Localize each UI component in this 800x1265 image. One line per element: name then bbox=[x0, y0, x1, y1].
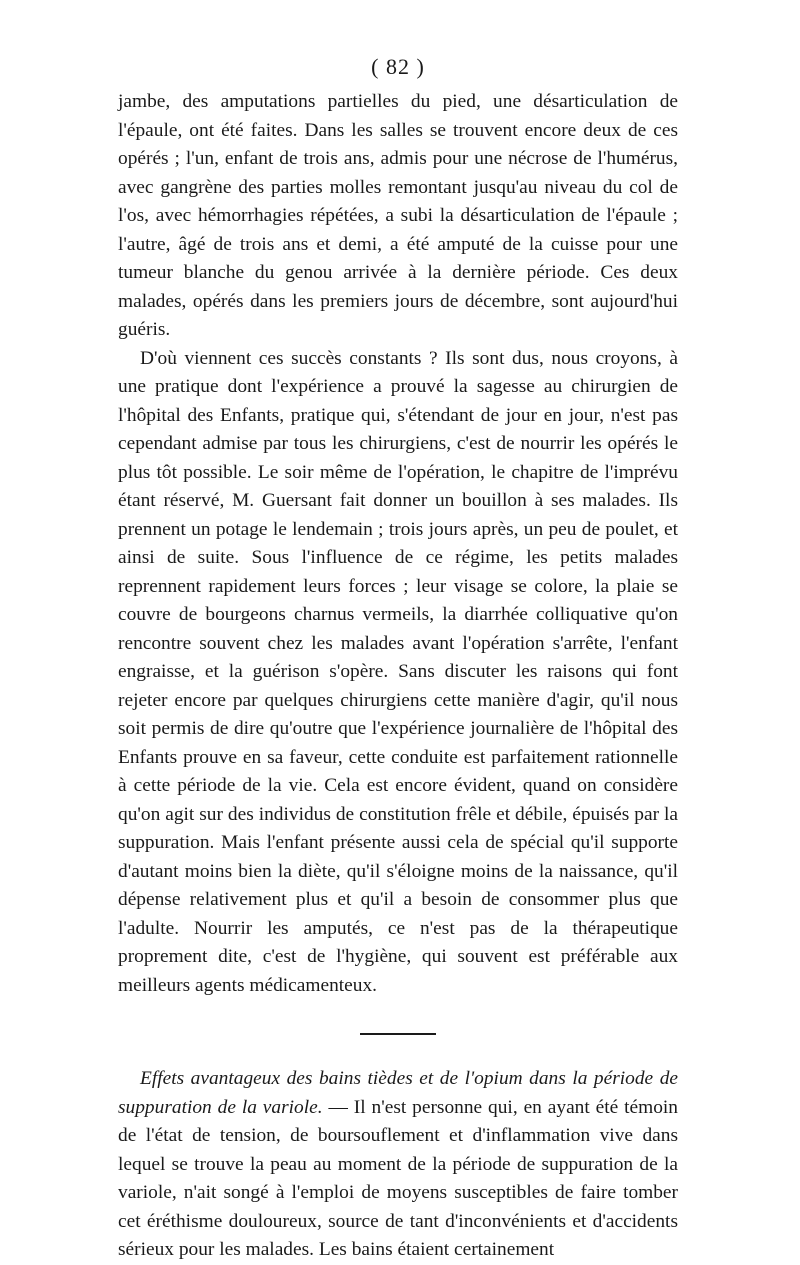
paragraph-continuation: jambe, des amputations partielles du pied, une désarticulation de l'épaule, ont été faites. Dans les salles se trouvent encore deux de ces opérés ; l'un, enfant de trois ans, admis pour une nécrose de l'humérus, avec gangrène des parties molles remontant jusqu'au niveau du col de l'os, avec hémorrhagies répétées, a subi la désarticulation de l'épaule ; l'autre, âgé de trois ans et demi, a été amputé de la cuisse pour une tumeur blanche du genou arrivée à la dernière période. Ces deux malades, opérés dans les premiers jours de décembre, sont aujourd'hui guéris. bbox=[118, 91, 678, 340]
paragraph-success: D'où viennent ces succès constants ? Ils sont dus, nous croyons, à une pratique dont l'expérience a prouvé la sagesse au chirurgien de l'hôpital des Enfants, pratique qui, s'étendant de jour en jour, n'est pas cependant admise par tous les chirurgiens, c'est de nourrir les opérés le plus tôt possible. Le soir même de l'opération, le chapitre de l'imprévu étant réservé, M. Guersant fait donner un bouillon à ses malades. Ils prennent un potage le lendemain ; trois jours après, un peu de poulet, et ainsi de suite. Sous l'influence de ce régime, les petits malades reprennent rapidement leurs forces ; leur visage se colore, la plaie se couvre de bourgeons charnus vermeils, la diarrhée colliquative qu'on rencontre souvent chez les malades avant l'opération s'arrête, l'enfant engraisse, et la guérison s'opère. Sans discuter les raisons qui font rejeter encore par quelques chirurgiens cette manière d'agir, qu'il nous soit permis de dire qu'outre que l'expérience journalière de l'hôpital des Enfants prouve en sa faveur, cette conduite est parfaitement rationnelle à cette période de la vie. Cela est encore évident, quand on considère qu'on agit sur des individus de constitution frêle et débile, épuisés par la suppuration. Mais l'enfant présente aussi cela de spécial qu'il supporte d'autant moins bien la diète, qu'il s'éloigne moins de la naissance, qu'il dépense relativement plus et qu'il a besoin de consommer plus que l'adulte. Nourrir les amputés, ce n'est pas de la thérapeutique proprement dite, c'est de l'hygiène, qui souvent est préférable aux meilleurs agents médicamenteux. bbox=[118, 347, 678, 996]
page-number: ( 82 ) bbox=[371, 54, 425, 79]
page bbox=[118, 54, 678, 1265]
section-body: — Il n'est personne qui, en ayant été témoin de l'état de tension, de boursouflement et d'inflammation vive dans lequel se trouve la peau au moment de la période de suppuration de la variole, n'ait songé à l'emploi de moyens susceptibles de faire tomber cet éréthisme douloureux, source de tant d'inconvénients et d'accidents sérieux pour les malades. Les bains étaient certainement bbox=[118, 1096, 679, 1260]
section-title: Effets avantageux des bains tièdes et de l'opium dans la période de suppuration de la variole. bbox=[118, 1068, 678, 1118]
section-divider bbox=[360, 1033, 436, 1035]
section-paragraph bbox=[118, 1065, 678, 1265]
